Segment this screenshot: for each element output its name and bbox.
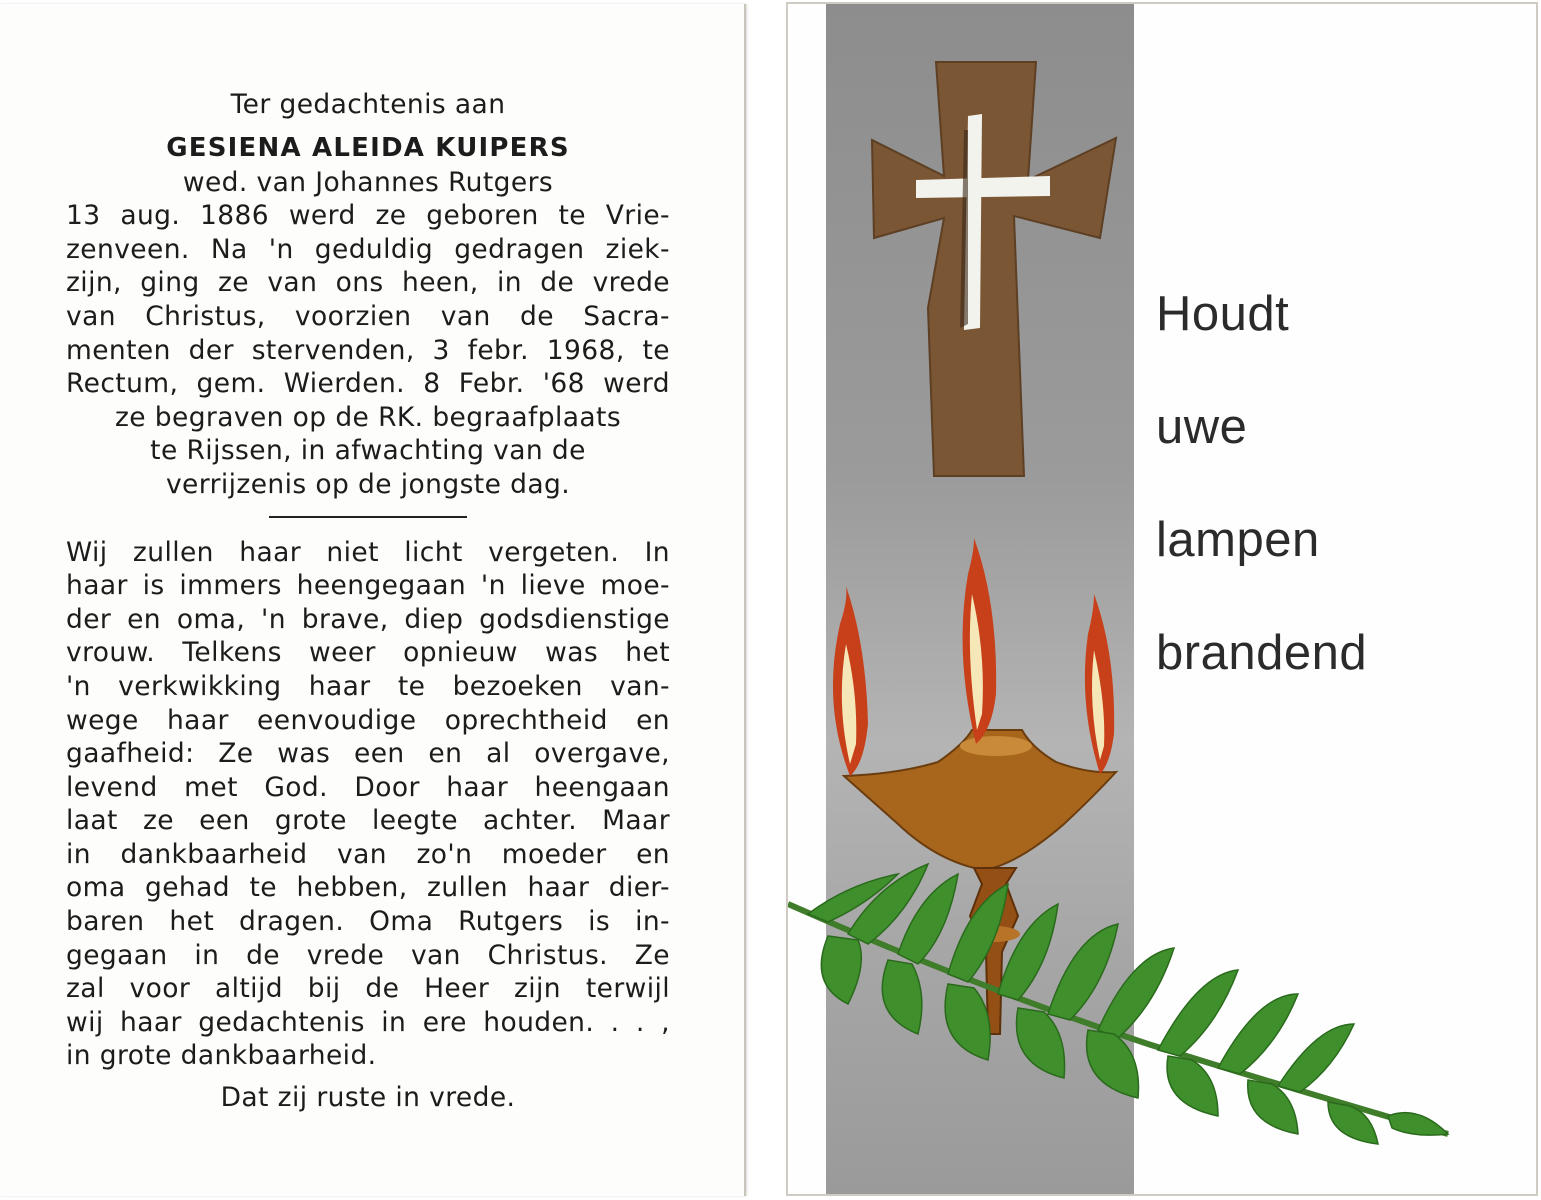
tribute-line: wege haar eenvoudige oprechtheid en xyxy=(66,704,670,736)
tribute-line: haar is immers heengegaan 'n lieve moe- xyxy=(66,570,670,602)
tribute-line: gaafheid: Ze was een en al overgave, xyxy=(66,738,670,770)
tribute-line: oma gehad te hebben, zullen haar dier- xyxy=(66,872,670,904)
biography-line: te Rijssen, in afwachting van de xyxy=(150,435,586,467)
tribute-paragraph xyxy=(66,536,670,1074)
tribute-line: 'n verkwikking haar te bezoeken van- xyxy=(66,670,670,702)
motto-line: uwe xyxy=(1156,400,1248,454)
tribute-line: gegaan in de vrede van Christus. Ze xyxy=(66,939,670,971)
tribute-line: levend met God. Door haar heengaan xyxy=(66,771,670,803)
motto-text xyxy=(1156,258,1367,710)
tribute-line: vrouw. Telkens weer opnieuw was het xyxy=(66,637,670,669)
biography-line: ze begraven op de RK. begraafplaats xyxy=(114,401,622,433)
biography-line: zenveen. Na 'n geduldig gedragen ziek- xyxy=(66,233,670,265)
tribute-line: in dankbaarheid van zo'n moeder en xyxy=(66,838,670,870)
biography-line: zijn, ging ze van ons heen, in de vrede xyxy=(66,267,670,299)
memorial-text-column xyxy=(66,88,670,1115)
deceased-name: GESIENA ALEIDA KUIPERS xyxy=(166,132,570,163)
motto-line: lampen xyxy=(1156,513,1320,567)
motto-line: brandend xyxy=(1156,626,1368,680)
tribute-line: zal voor altijd bij de Heer zijn terwijl xyxy=(66,973,670,1005)
palm-branch-icon xyxy=(788,864,1448,1144)
tribute-line: in grote dankbaarheid. xyxy=(66,1040,377,1072)
closing-line: Dat zij ruste in vrede. xyxy=(220,1082,516,1114)
biography-line: 13 aug. 1886 werd ze geboren te Vrie- xyxy=(66,200,670,232)
tribute-line: laat ze een grote leegte achter. Maar xyxy=(66,805,670,837)
biography-line: verrijzenis op de jongste dag. xyxy=(165,468,571,500)
widow-of-line: wed. van Johannes Rutgers xyxy=(182,166,554,198)
biography-line: Rectum, gem. Wierden. 8 Febr. '68 werd xyxy=(66,368,670,400)
tribute-line: der en oma, 'n brave, diep godsdienstige xyxy=(66,603,670,635)
motto-line: Houdt xyxy=(1156,287,1290,341)
cross-icon xyxy=(872,62,1116,476)
biography-paragraph xyxy=(66,199,670,501)
tribute-line: Wij zullen haar niet licht vergeten. In xyxy=(66,536,670,568)
tribute-line: wij haar gedachtenis in ere houden. . . , xyxy=(66,1006,670,1038)
memorial-card-picture-side xyxy=(786,2,1538,1196)
biography-line: van Christus, voorzien van de Sacra- xyxy=(66,300,670,332)
memorial-card-text-side xyxy=(0,4,746,1196)
section-divider xyxy=(269,516,467,518)
tribute-line: baren het dragen. Oma Rutgers is in- xyxy=(66,906,670,938)
biography-line: menten der stervenden, 3 febr. 1968, te xyxy=(66,334,670,366)
memorial-heading: Ter gedachtenis aan xyxy=(230,89,506,120)
